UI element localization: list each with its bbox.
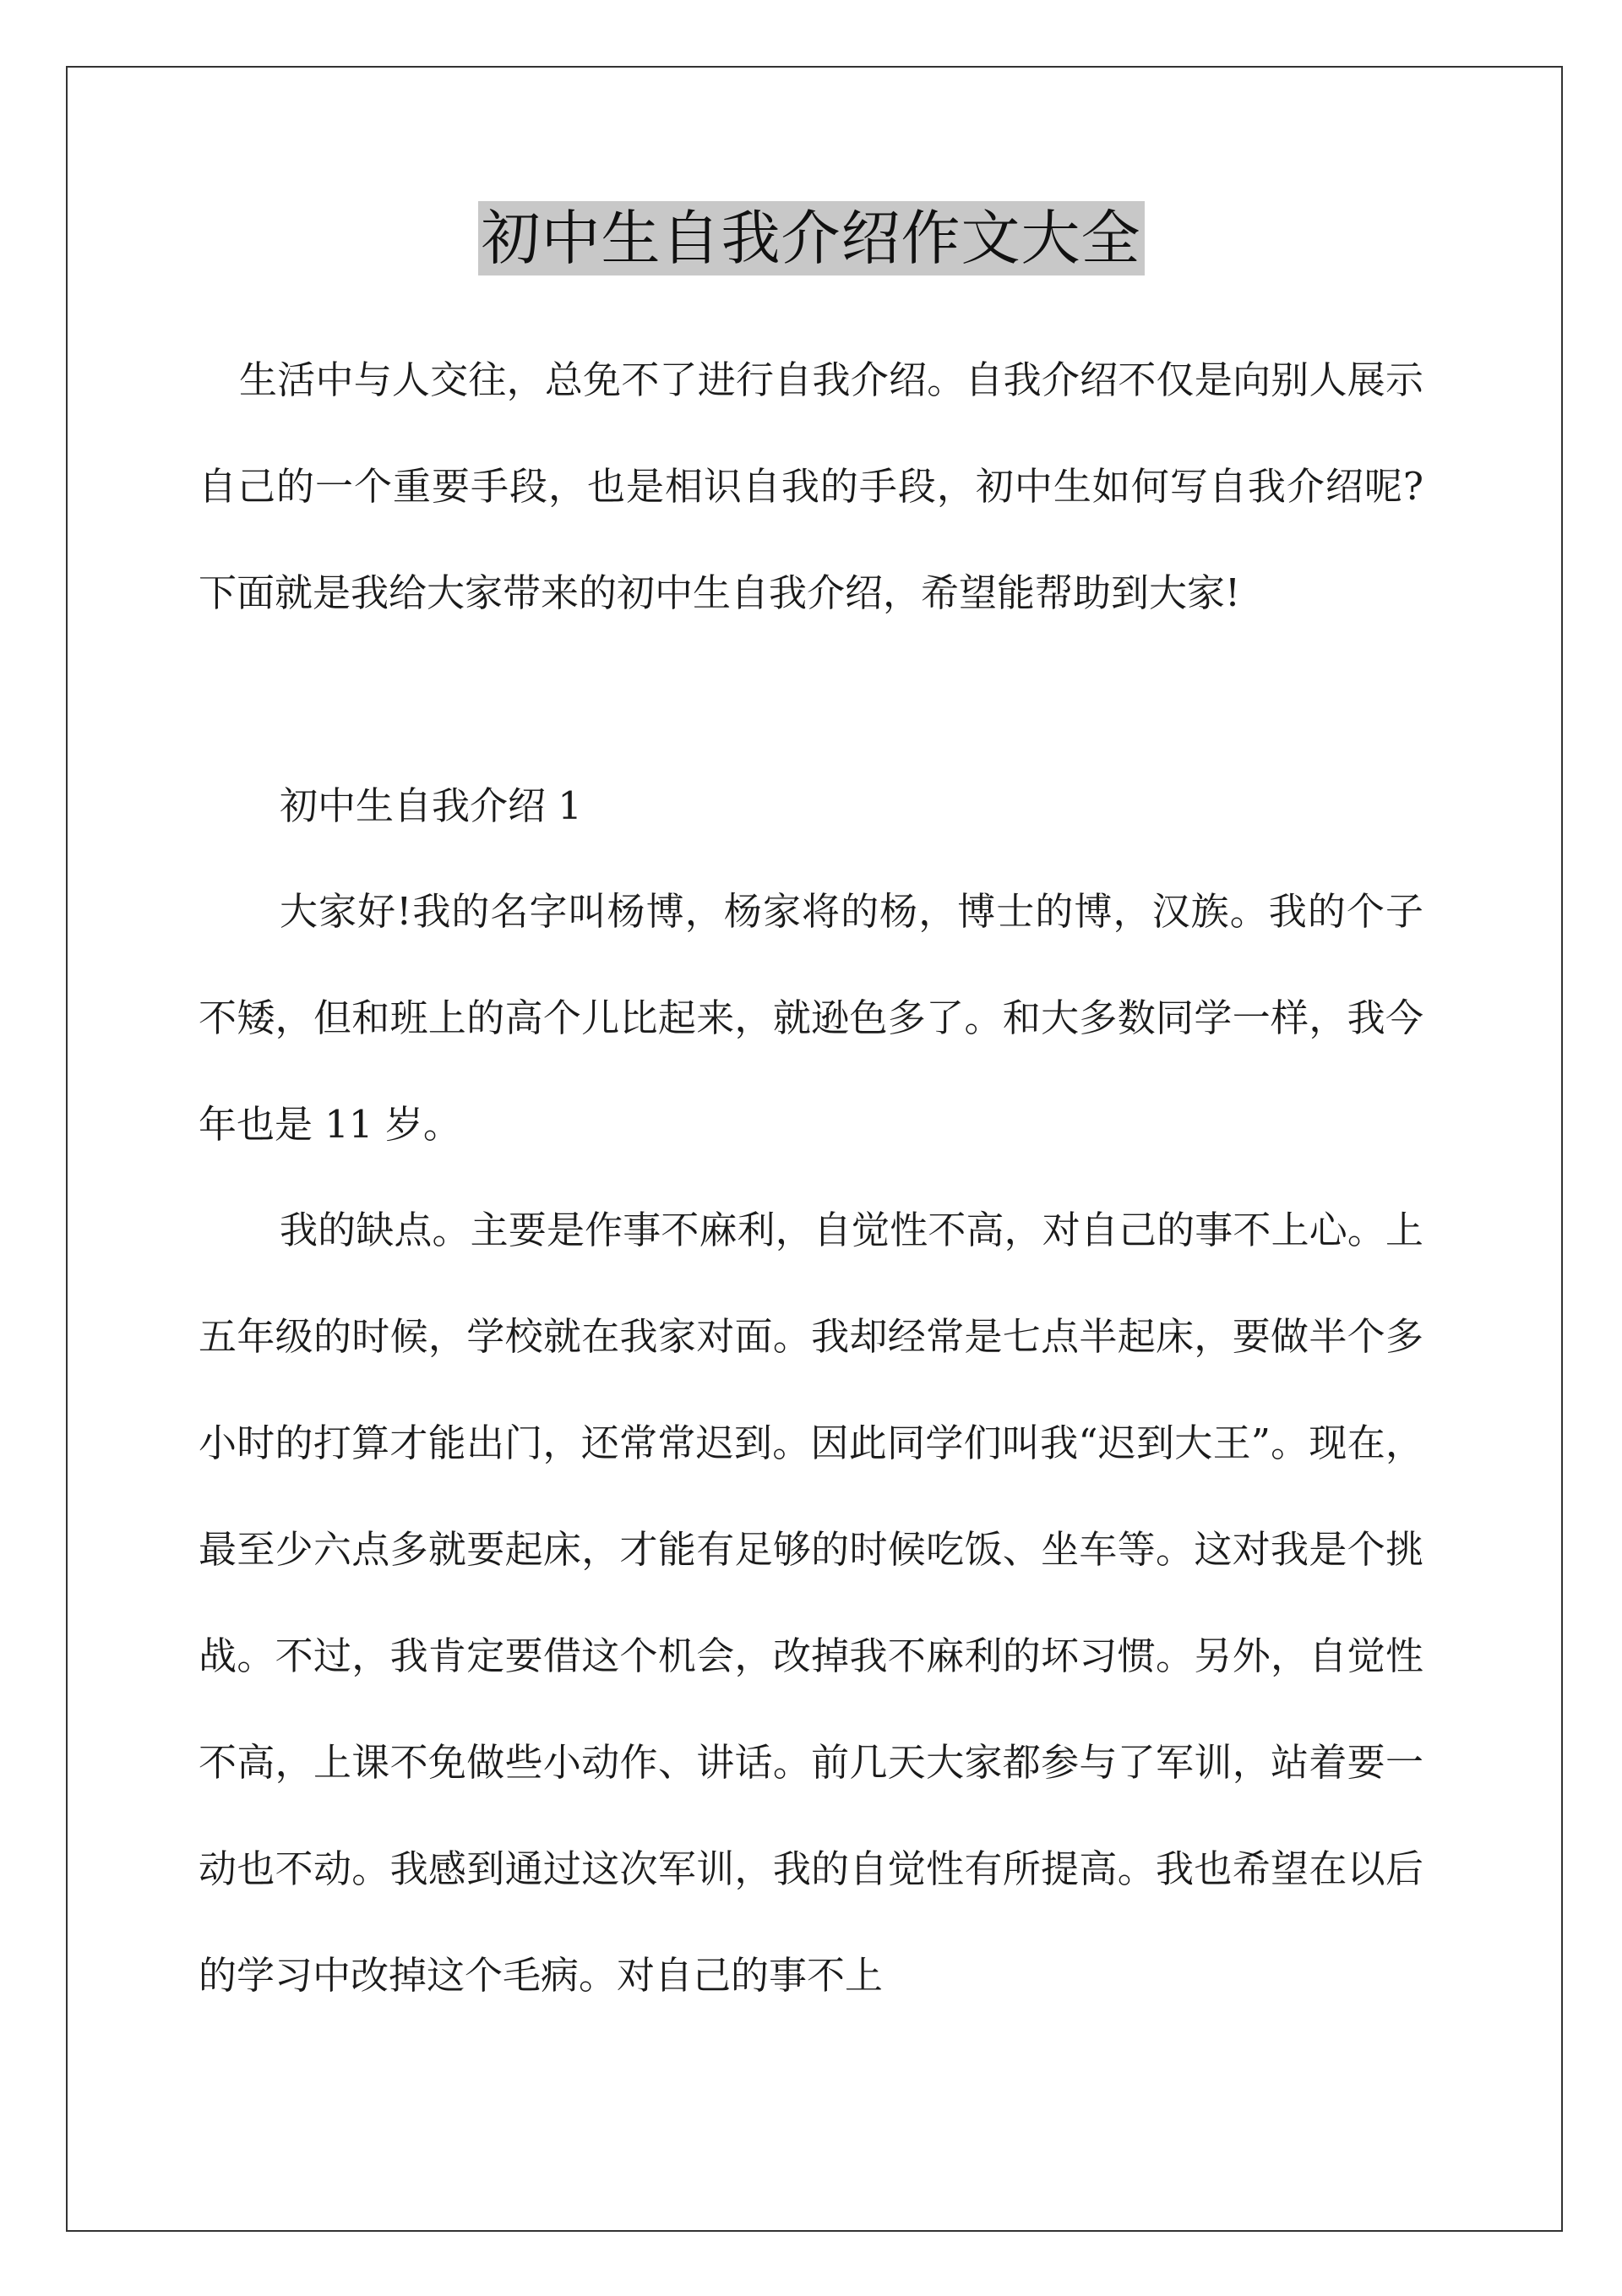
document-title: 初中生自我介绍作文大全: [478, 201, 1145, 275]
body-paragraph: 我的缺点。主要是作事不麻利，自觉性不高，对自己的事不上心。上五年级的时候，学校就在我家对面。我却经常是七点半起床，要做半个多小时的打算才能出门，还常常迟到。因此同学们叫我“迟到大王”。现在，最至少六点多就要起床，才能有足够的时候吃饭、坐车等。这对我是个挑战。不过，我肯定要借这个机会，改掉我不麻利的坏习惯。另外，自觉性不高，上课不免做些小动作、讲话。前几天大家都参与了军训，站着要一动也不动。我感到通过这次军训，我的自觉性有所提高。我也希望在以后的学习中改掉这个毛病。对自己的事不上: [199, 1208, 1423, 1998]
section-heading: 初中生自我介绍 1: [280, 783, 582, 828]
intro-paragraph: 生活中与人交往，总免不了进行自我介绍。自我介绍不仅是向别人展示自己的一个重要手段，也是相识自我的手段，初中生如何写自我介绍呢?下面就是我给大家带来的初中生自我介绍，希望能帮助到大家!: [199, 357, 1423, 615]
body-paragraph: 大家好!我的名字叫杨博，杨家将的杨，博士的博，汉族。我的个子不矮，但和班上的高个儿比起来，就逊色多了。和大多数同学一样，我今年也是 11 岁。: [199, 889, 1423, 1147]
title-container: [199, 201, 1423, 275]
